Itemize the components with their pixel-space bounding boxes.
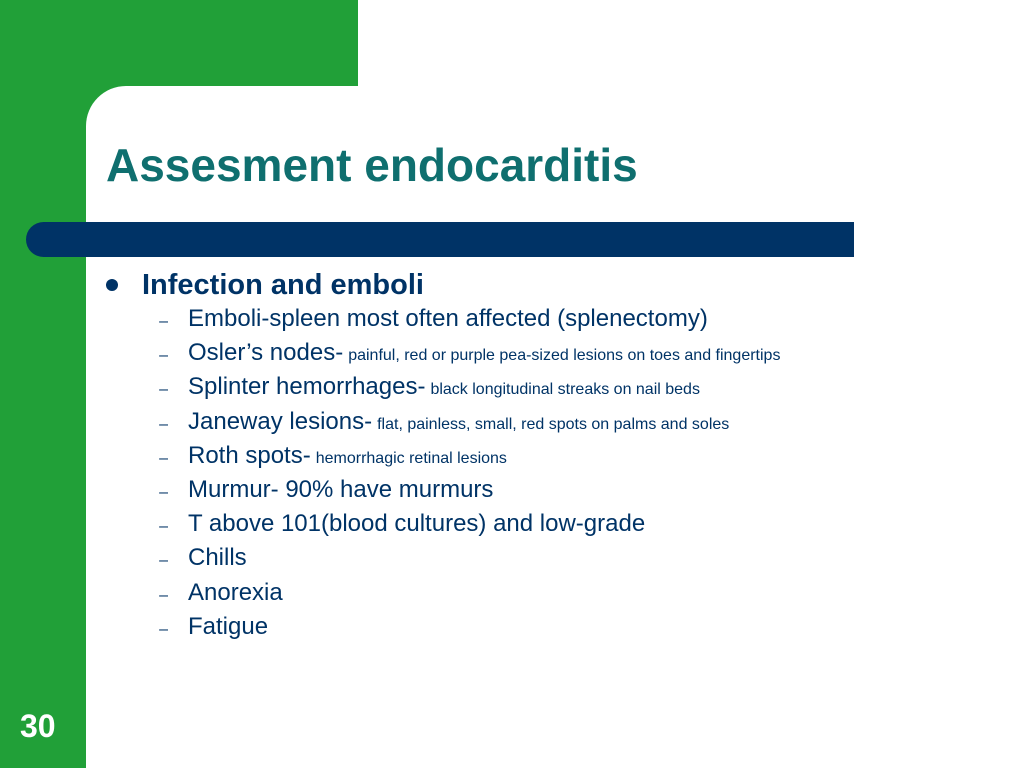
sub-bullet-term: Murmur- 90% have murmurs xyxy=(188,475,494,503)
title-underline-bar xyxy=(26,222,854,257)
main-bullet xyxy=(106,265,1006,305)
list-item xyxy=(106,544,1006,578)
dash-icon: – xyxy=(159,552,168,570)
list-item xyxy=(106,408,1006,442)
slide-title: Assesment endocarditis xyxy=(106,139,638,191)
green-side-band xyxy=(0,0,86,768)
dash-icon: – xyxy=(159,347,168,365)
dash-icon: – xyxy=(159,415,168,433)
sub-bullet-detail: black longitudinal streaks on nail beds xyxy=(430,381,700,399)
slide-number: 30 xyxy=(20,708,56,744)
sub-bullet-term: Fatigue xyxy=(188,612,269,640)
slide-content xyxy=(106,265,1006,647)
corner-curve xyxy=(86,86,126,126)
sub-bullet-detail: painful, red or purple pea-sized lesions on toes and fingertips xyxy=(348,347,781,365)
sub-bullet-detail: hemorrhagic retinal lesions xyxy=(315,449,507,467)
list-item xyxy=(106,442,1006,476)
bullet-dot-icon xyxy=(106,279,118,291)
sub-bullet-term: Chills xyxy=(188,544,247,572)
sub-bullet-term: Anorexia xyxy=(188,578,283,606)
sub-bullet-term: Roth spots- xyxy=(188,441,311,469)
sub-bullet-term: Janeway lesions- xyxy=(188,407,373,435)
list-item xyxy=(106,305,1006,339)
sub-bullet-list xyxy=(106,305,1006,647)
list-item xyxy=(106,476,1006,510)
sub-bullet-term: T above 101(blood cultures) and low-grade xyxy=(188,510,646,538)
dash-icon: – xyxy=(159,381,168,399)
dash-icon: – xyxy=(159,449,168,467)
sub-bullet-term: Osler’s nodes- xyxy=(188,339,344,367)
dash-icon: – xyxy=(159,518,168,536)
main-bullet-text: Infection and emboli xyxy=(142,268,424,301)
list-item xyxy=(106,613,1006,647)
sub-bullet-term: Splinter hemorrhages- xyxy=(188,373,426,401)
list-item xyxy=(106,339,1006,373)
dash-icon: – xyxy=(159,313,168,330)
list-item xyxy=(106,579,1006,613)
sub-bullet-detail: flat, painless, small, red spots on palms and soles xyxy=(377,415,730,433)
sub-bullet-term: Emboli-spleen most often affected (splenectomy) xyxy=(188,305,708,332)
dash-icon: – xyxy=(159,620,168,638)
list-item xyxy=(106,510,1006,544)
dash-icon: – xyxy=(159,483,168,501)
list-item xyxy=(106,373,1006,407)
dash-icon: – xyxy=(159,586,168,604)
